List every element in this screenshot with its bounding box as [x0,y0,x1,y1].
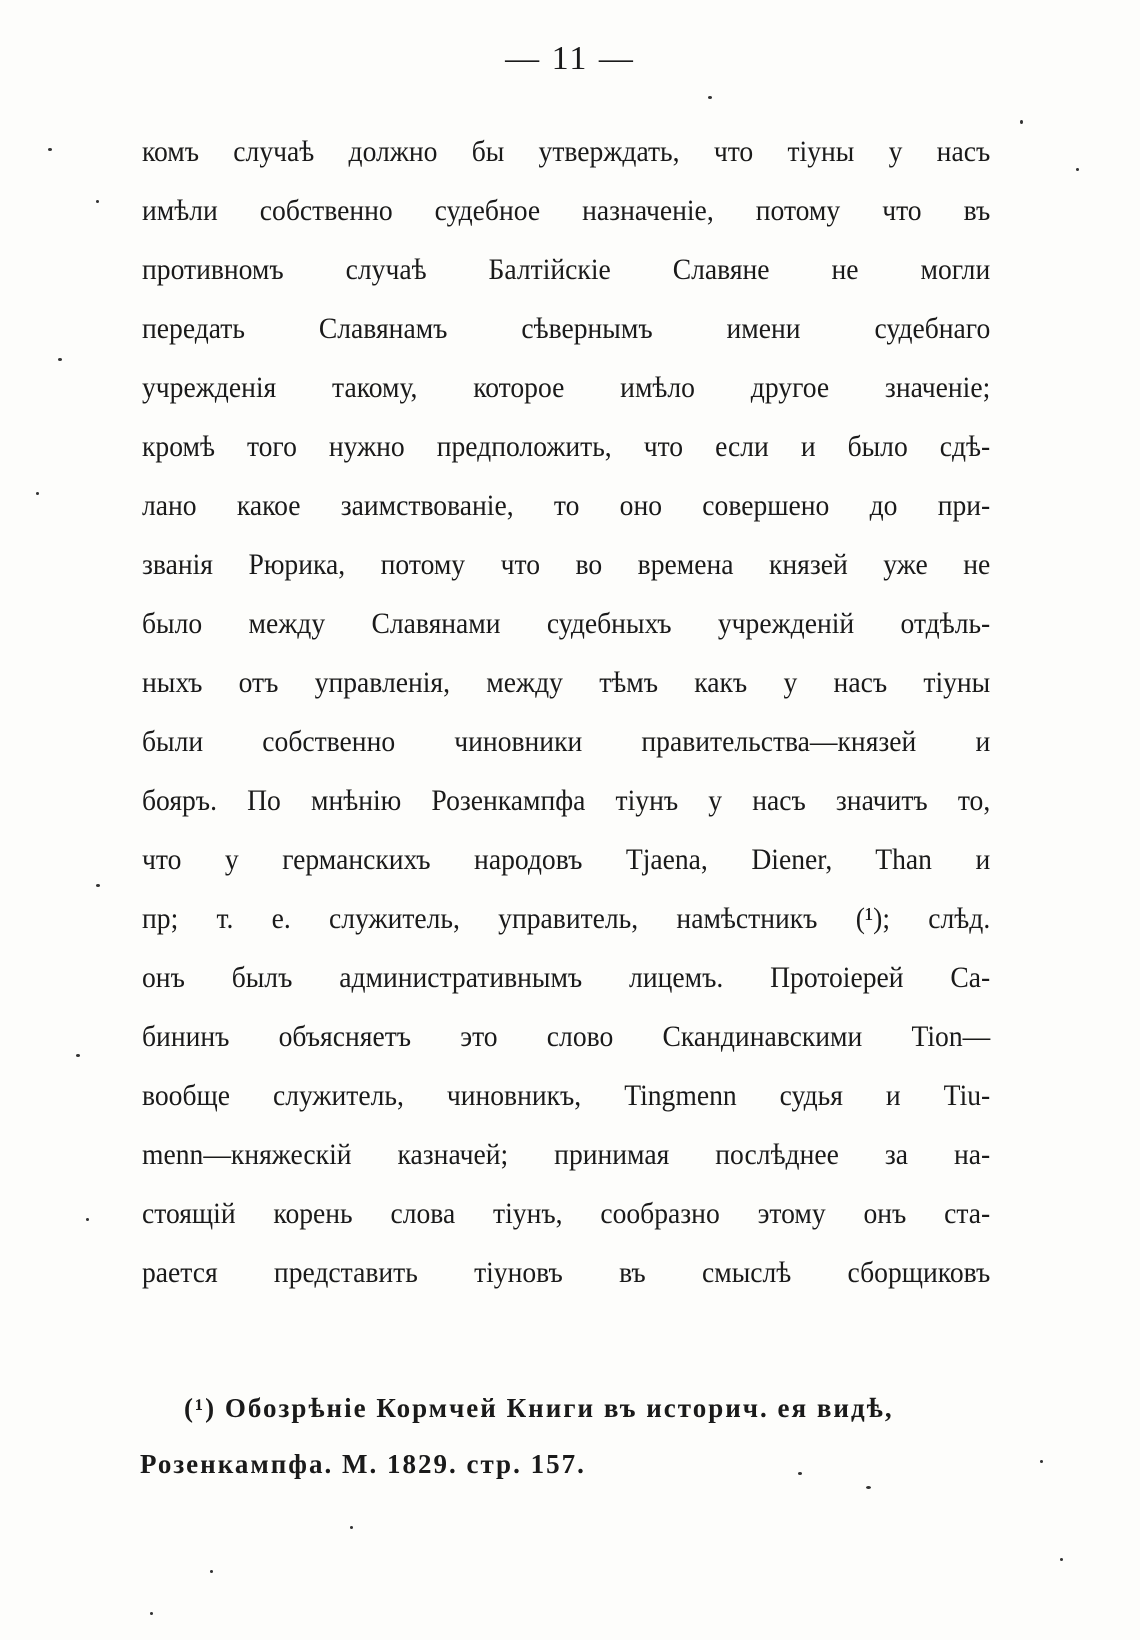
scan-speck [1076,168,1079,171]
text-line: онъ былъ административнымъ лицемъ. Протоіерей Са- [142,961,991,994]
text-line: лано какое заимствованіе, то оно совершено до при- [142,489,991,522]
scan-speck [1020,120,1023,124]
text-line: menn—княжескій казначей; принимая послѣднее за на- [142,1138,991,1171]
scan-speck [350,1526,353,1529]
text-line: вообще служитель, чиновникъ, Tingmenn судья и Tiu- [142,1079,991,1112]
text-line: бининъ объясняетъ это слово Скандинавскими Tion— [142,1020,991,1053]
text-line: что у германскихъ народовъ Tjaena, Diener, Than и [142,843,991,876]
text-line: кромѣ того нужно предположить, что если и было сдѣ- [142,430,991,463]
text-line: передать Славянамъ сѣвернымъ имени судебнаго [142,312,991,345]
text-line: рается представить тіуновъ въ смыслѣ сборщиковъ [142,1256,991,1289]
scan-speck [86,1218,89,1221]
scan-speck [76,1054,80,1057]
text-line: ныхъ отъ управленія, между тѣмъ какъ у насъ тіуны [142,666,991,699]
scan-speck [48,148,52,151]
text-line: учрежденія такому, которое имѣло другое значеніе; [142,371,991,404]
scan-speck [708,96,712,99]
footnote-line: (¹) Обозрѣніе Кормчей Книги въ историч. ея видѣ, [184,1393,894,1423]
scan-speck [210,1570,213,1573]
footnote [140,1380,1020,1492]
text-line: стоящій корень слова тіунъ, сообразно этому онъ ста- [142,1197,991,1230]
scan-speck [36,492,39,495]
text-line: пр; т. е. служитель, управитель, намѣстникъ (¹); слѣд. [142,902,991,935]
footnote-line: Розенкампфа. М. 1829. стр. 157. [140,1449,586,1479]
scan-speck [1060,1558,1063,1561]
scan-speck [96,200,99,203]
scan-speck [1040,1460,1043,1463]
text-line: было между Славянами судебныхъ учрежденій отдѣль- [142,607,991,640]
scan-speck [866,1486,871,1489]
scan-speck [150,1612,153,1615]
scan-speck [58,358,62,361]
scan-speck [798,1472,802,1475]
text-line: имѣли собственно судебное назначеніе, потому что въ [142,194,991,227]
body-text [142,122,990,1302]
text-line: бояръ. По мнѣнію Розенкампфа тіунъ у насъ значитъ то, [142,784,991,817]
text-line: комъ случаѣ должно бы утверждать, что тіуны у насъ [142,135,991,168]
text-line: были собственно чиновники правительства—князей и [142,725,991,758]
text-line: званія Рюрика, потому что во времена князей уже не [142,548,991,581]
text-line: противномъ случаѣ Балтійскіе Славяне не могли [142,253,991,286]
scan-speck [96,884,100,887]
page-number: — 11 — [505,40,635,77]
